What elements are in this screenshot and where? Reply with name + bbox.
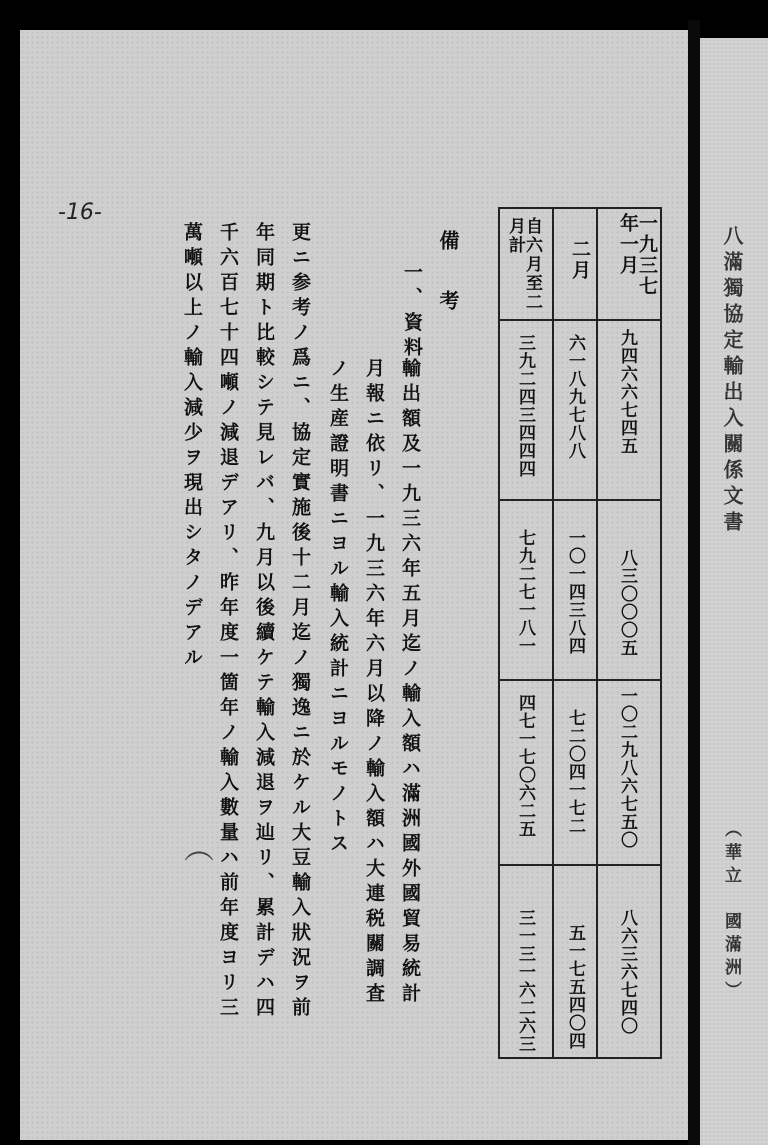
table-column-divider [552, 209, 554, 1057]
table-cell: 四七一七〇六二五 [515, 694, 535, 838]
remarks-line: ノ生産證明書ニヨル輸入統計ニヨルモノトス [327, 358, 349, 858]
table-row-label: 自六月至二月計 [505, 217, 542, 312]
table-cell: 七二〇四一七二 [565, 709, 585, 835]
table-row-divider [500, 679, 660, 681]
table-cell: 一〇一四三八四 [565, 529, 585, 655]
table-cell: 六一八九七八八 [565, 334, 585, 460]
table-row-divider [500, 864, 660, 866]
table-cell: 三一三一六二六三 [515, 909, 535, 1053]
table-row-divider [500, 499, 660, 501]
remarks-line: 更ニ参考ノ爲ニ、協定實施後十二月迄ノ獨逸ニ於ケル大豆輸入狀況ヲ前 [289, 222, 311, 1022]
trade-table [498, 207, 662, 1059]
table-cell: 五一七五四〇四 [565, 924, 585, 1050]
page-number: -16- [58, 200, 102, 225]
table-cell: 三九二四三四四四 [515, 334, 535, 478]
table-cell: 八三〇〇〇五 [617, 549, 637, 657]
page-gutter [688, 20, 700, 1145]
remarks-heading: 備考 [436, 230, 460, 350]
table-row-divider [500, 319, 660, 321]
table-cell: 八六三六七四〇 [617, 909, 637, 1035]
table-row-label: 一九三七年一月 [617, 213, 658, 297]
remarks-line: 萬噸以上ノ輸入減少ヲ現出シタノデアル [181, 222, 203, 672]
table-cell: 九四六六七四五 [617, 329, 637, 455]
side-title: 八滿獨協定輸出入關係文書 [720, 225, 744, 537]
side-subtitle: （華立 國滿洲） [721, 820, 741, 1004]
table-cell: 七九二七一八一 [515, 529, 535, 655]
closing-parenthesis: （ [178, 832, 213, 862]
remarks-line: 年同期ト比較シテ見レバ、九月以後續ケテ輸入減退ヲ辿リ、累計デハ四 [253, 222, 275, 1022]
remarks-line: 月報ニ依リ、一九三六年六月以降ノ輸入額ハ大連税關調査 [363, 358, 385, 1008]
table-column-divider [596, 209, 598, 1057]
remarks-item-label: 一、資料 [401, 262, 423, 362]
table-row-label: 二月 [569, 239, 591, 281]
remarks-line: 千六百七十四噸ノ減退デアリ、昨年度一箇年ノ輸入數量ハ前年度ヨリ三 [217, 222, 239, 1022]
table-cell: 一〇二九八六七五〇 [617, 687, 637, 849]
remarks-line: 輸出額及一九三六年五月迄ノ輸入額ハ滿洲國外國貿易統計 [399, 358, 421, 1008]
